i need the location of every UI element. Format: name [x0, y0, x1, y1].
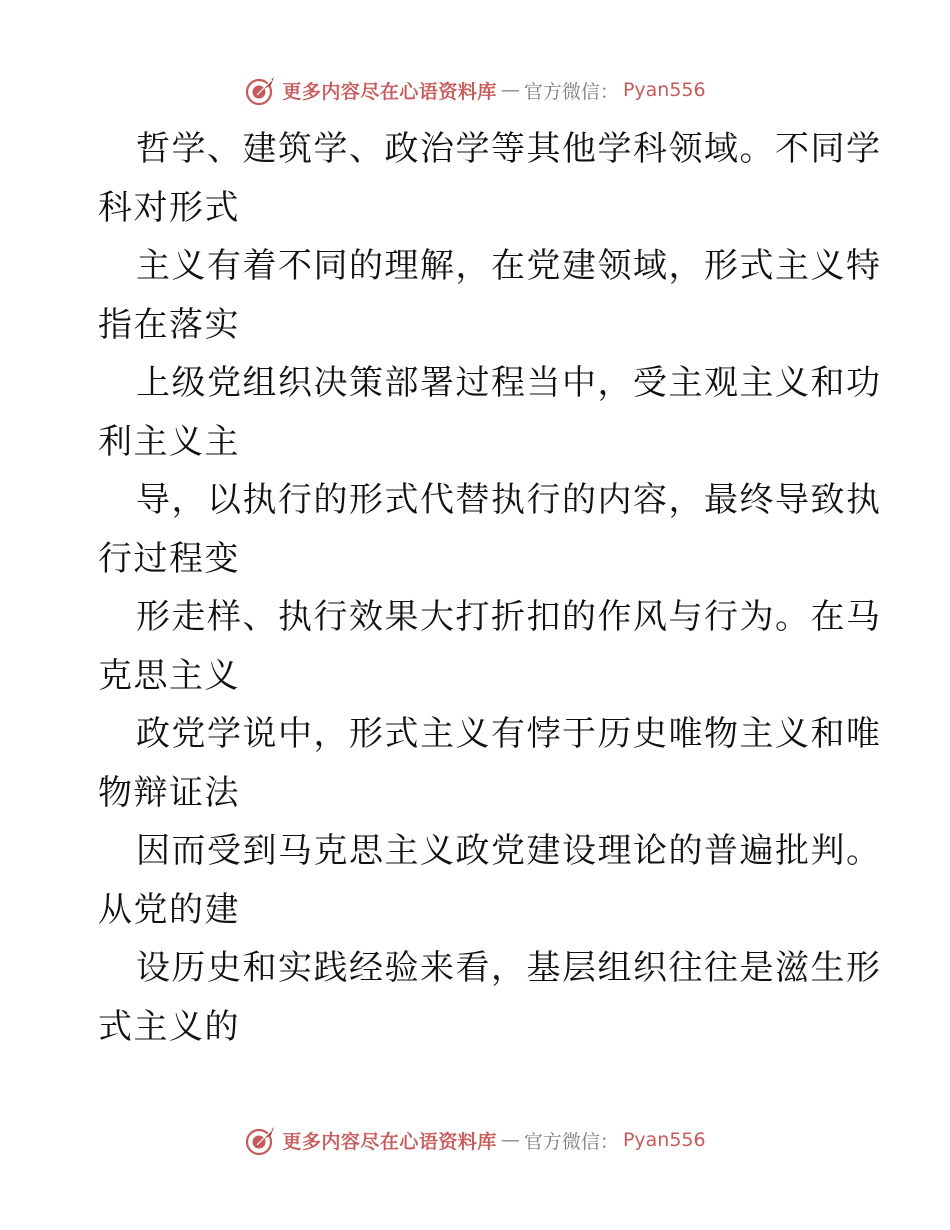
document-body — [98, 120, 882, 1056]
wechat-label: 官方微信： — [523, 1130, 619, 1153]
text-line: 行过程变 — [98, 538, 240, 579]
header-banner — [0, 70, 950, 110]
text-line: 形走样、执行效果大打折扣的作风与行为。在马 — [136, 597, 882, 637]
text-line: 设历史和实践经验来看，基层组织往往是滋生形 — [136, 948, 882, 988]
promo-text: 更多内容尽在心语资料库 — [282, 80, 497, 103]
text-line: 指在落实 — [98, 304, 240, 345]
text-line: 因而受到马克思主义政党建设理论的普遍批判。 — [136, 831, 882, 871]
text-line: 哲学、建筑学、政治学等其他学科领域。不同学 — [136, 129, 882, 169]
banner-separator: — — [500, 1129, 520, 1151]
text-line: 导，以执行的形式代替执行的内容，最终导致执 — [136, 480, 882, 520]
quill-pen-logo-icon — [244, 1123, 278, 1157]
wechat-label: 官方微信： — [523, 80, 619, 103]
text-line: 主义有着不同的理解，在党建领域，形式主义特 — [136, 246, 882, 286]
quill-pen-logo-icon — [244, 73, 278, 107]
text-line: 从党的建 — [98, 889, 240, 930]
footer-banner — [0, 1120, 950, 1160]
text-line: 上级党组织决策部署过程当中，受主观主义和功 — [136, 363, 882, 403]
text-line: 科对形式 — [98, 187, 240, 228]
wechat-id: Pyan556 — [622, 79, 706, 101]
text-line: 政党学说中，形式主义有悖于历史唯物主义和唯 — [136, 714, 882, 754]
banner-separator: — — [500, 79, 520, 101]
text-line: 式主义的 — [98, 1006, 240, 1047]
wechat-id: Pyan556 — [622, 1129, 706, 1151]
promo-text: 更多内容尽在心语资料库 — [282, 1130, 497, 1153]
text-line: 利主义主 — [98, 421, 240, 462]
text-line: 克思主义 — [98, 655, 240, 696]
text-line: 物辩证法 — [98, 772, 240, 813]
